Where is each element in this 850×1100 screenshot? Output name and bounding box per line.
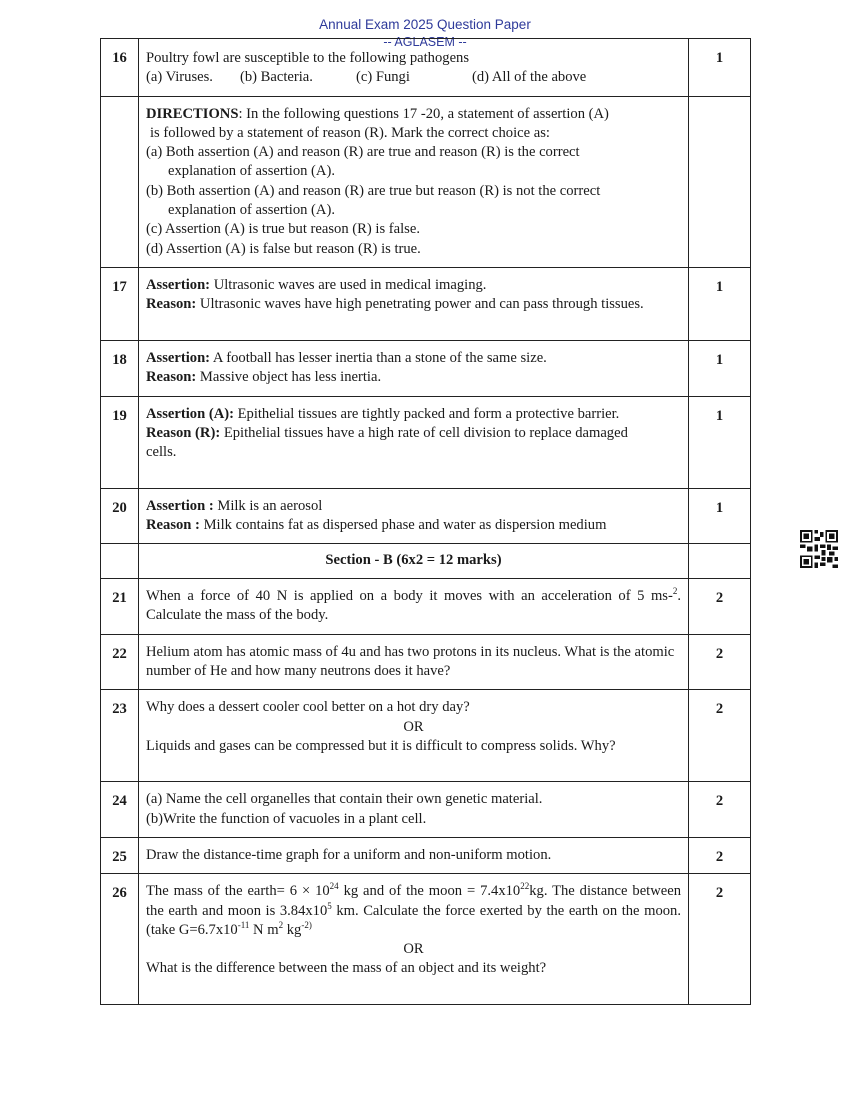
question-marks: 2 [689,690,751,782]
superscript: 5 [327,900,332,911]
question-text-part: km. Calculate the force exerted by the earth on the moon. (take G=6.7x10 [146,902,681,938]
question-row-18 [101,340,751,396]
question-text-part: N m [249,921,279,938]
question-main [146,882,681,940]
reason-label: Reason: [146,369,197,386]
reason-line [146,424,681,463]
superscript: 24 [329,881,339,892]
option-a: (a) Viruses. [146,69,213,86]
question-number: 21 [101,579,139,635]
question-marks: 1 [689,39,751,97]
question-row-17 [101,267,751,340]
assertion-line [146,497,681,516]
question-row-22 [101,634,751,690]
question-number: 24 [101,782,139,838]
question-text [139,39,689,97]
exam-header-source: -- AGLASEM -- [383,35,467,49]
superscript: 22 [520,881,530,892]
choice-c: (c) Assertion (A) is true but reason (R) is false. [146,221,420,238]
empty-number-cell [101,544,139,579]
question-marks: 1 [689,396,751,488]
superscript: -2) [301,919,312,930]
question-number: 20 [101,488,139,544]
question-row-25 [101,837,751,873]
choice-b-line1: (b) Both assertion (A) and reason (R) are true but reason (R) is not the correct [146,182,601,199]
superscript: -11 [237,919,250,930]
directions-intro [146,105,681,124]
question-marks: 1 [689,340,751,396]
question-text-part: The mass of the earth= 6 × 10 [146,883,330,900]
question-number: 17 [101,267,139,340]
question-row-24 [101,782,751,838]
assertion-text: Ultrasonic waves are used in medical imaging. [210,276,487,293]
question-row-20 [101,488,751,544]
question-text-part: kg and of the moon = 7.4x10 [338,883,521,900]
section-b-row [101,544,751,579]
choice-a-line2: explanation of assertion (A). [168,163,335,180]
question-part-b: (b)Write the function of vacuoles in a plant cell. [146,810,427,827]
empty-marks-cell [689,544,751,579]
assertion-text: A football has lesser inertia than a stone of the same size. [210,349,547,366]
empty-marks-cell [689,96,751,267]
question-text [139,782,689,838]
reason-label: Reason : [146,516,200,533]
directions-intro-text: : In the following questions 17 -20, a statement of assertion (A) [238,105,609,122]
question-text-part: . Calculate the mass of the body. [146,588,681,624]
directions-row [101,96,751,267]
directions-label: DIRECTIONS [146,105,239,122]
reason-line [146,516,681,535]
empty-number-cell [101,96,139,267]
option-d: (d) All of the above [472,69,587,86]
question-marks: 2 [689,634,751,690]
question-text [139,488,689,544]
choice-d: (d) Assertion (A) is false but reason (R) is true. [146,240,421,257]
question-part-a: (a) Name the cell organelles that contain their own genetic material. [146,791,543,808]
question-text [139,267,689,340]
option-b: (b) Bacteria. [240,69,313,86]
section-b-heading: Section - B (6x2 = 12 marks) [139,544,689,579]
question-text: Draw the distance-time graph for a uniform and non-uniform motion. [139,837,689,873]
question-marks: 1 [689,488,751,544]
reason-text: Ultrasonic waves have high penetrating power and can pass through tissues. [196,296,644,313]
assertion-line [146,405,681,424]
question-number: 26 [101,874,139,1005]
assertion-label: Assertion: [146,276,211,293]
reason-text: Milk contains fat as dispersed phase and water as dispersion medium [199,516,607,533]
or-label: OR [403,718,424,735]
question-alternative: What is the difference between the mass of an object and its weight? [146,960,547,977]
reason-line [146,295,681,314]
reason-text: Epithelial tissues have a high rate of cell division to replace damaged cells. [146,424,628,461]
reason-label: Reason: [146,296,197,313]
question-part-1: Why does a dessert cooler cool better on a hot dry day? [146,699,470,716]
assertion-line [146,276,681,295]
question-marks: 2 [689,874,751,1005]
assertion-label: Assertion: [146,349,211,366]
question-row-26 [101,874,751,1005]
superscript: 2 [278,919,284,930]
question-row-21 [101,579,751,635]
question-marks: 2 [689,782,751,838]
reason-label: Reason (R): [146,424,221,441]
question-stem: Poultry fowl are susceptible to the following pathogens [146,50,470,66]
question-text: Helium atom has atomic mass of 4u and has two protons in its nucleus. What is the atomic number of He and how many neutrons does it have? [139,634,689,690]
question-text [139,874,689,1005]
qr-code-icon [800,530,838,568]
or-label: OR [403,941,424,958]
question-row-19 [101,396,751,488]
question-row-16 [101,39,751,97]
question-text [139,690,689,782]
directions-text [139,96,689,267]
superscript: 2 [672,586,678,597]
question-number: 19 [101,396,139,488]
question-marks: 1 [689,267,751,340]
question-number: 22 [101,634,139,690]
options-line [146,68,681,87]
reason-text: Massive object has less inertia. [196,369,382,386]
assertion-line [146,349,681,368]
directions-intro-2: is followed by a statement of reason (R). Mark the correct choice as: [150,124,550,141]
choice-a-line1: (a) Both assertion (A) and reason (R) are true and reason (R) is the correct [146,144,580,161]
option-c: (c) Fungi [356,69,410,86]
choice-b-line2: explanation of assertion (A). [168,202,335,219]
question-number: 25 [101,837,139,873]
question-text [139,396,689,488]
question-text [139,340,689,396]
question-number: 18 [101,340,139,396]
question-marks: 2 [689,837,751,873]
exam-header-title: Annual Exam 2025 Question Paper [319,17,531,32]
assertion-text: Milk is an aerosol [213,497,323,514]
question-text [139,579,689,635]
question-part-2: Liquids and gases can be compressed but it is difficult to compress solids. Why? [146,737,616,754]
assertion-label: Assertion (A): [146,405,234,422]
question-text-part: kg. The distance between the earth and moon is 3.84x10 [146,883,682,919]
question-table [100,38,751,1005]
assertion-text: Epithelial tissues are tightly packed and form a protective barrier. [233,405,620,422]
reason-line [146,368,681,387]
question-number: 16 [101,39,139,97]
question-text-part: When a force of 40 N is applied on a body it moves with an acceleration of 5 ms- [146,588,673,605]
question-row-23 [101,690,751,782]
assertion-label: Assertion : [146,497,214,514]
question-marks: 2 [689,579,751,635]
question-text-part: kg [283,921,302,938]
question-number: 23 [101,690,139,782]
